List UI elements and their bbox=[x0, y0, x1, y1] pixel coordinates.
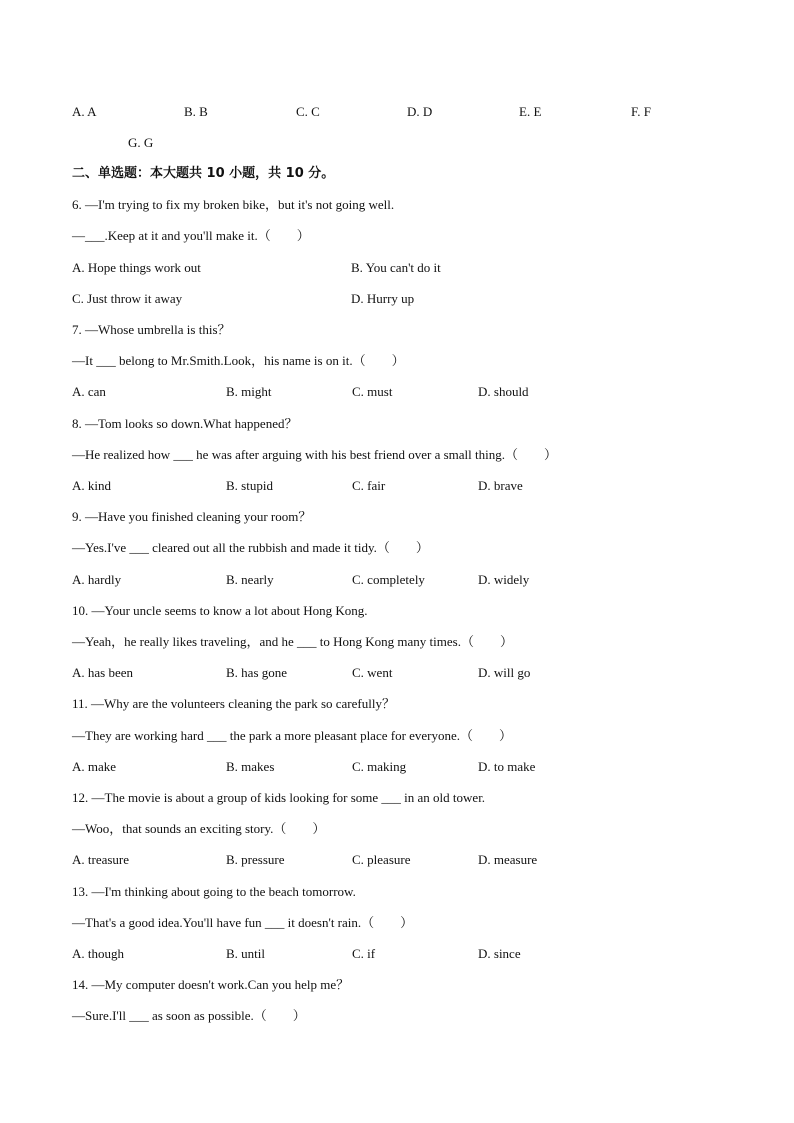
q5-option-e: E. E bbox=[519, 104, 542, 119]
question-9-option-c: C. completely bbox=[352, 572, 425, 587]
question-12-reply: —Woo，that sounds an exciting story.（ ） bbox=[72, 821, 326, 836]
question-9-reply: —Yes.I've ___ cleared out all the rubbish and made it tidy.（ ） bbox=[72, 540, 429, 555]
question-12-option-c: C. pleasure bbox=[352, 852, 411, 867]
question-13-option-d: D. since bbox=[478, 946, 521, 961]
question-7-prompt: 7. —Whose umbrella is this？ bbox=[72, 322, 231, 337]
question-9-prompt: 9. —Have you finished cleaning your room？ bbox=[72, 509, 312, 524]
question-8-option-b: B. stupid bbox=[226, 478, 273, 493]
question-7-option-c: C. must bbox=[352, 384, 393, 399]
question-9-option-b: B. nearly bbox=[226, 572, 274, 587]
question-9-option-d: D. widely bbox=[478, 572, 530, 587]
question-11-option-d: D. to make bbox=[478, 759, 536, 774]
question-10-option-a: A. has been bbox=[72, 665, 134, 680]
q5-option-g: G. G bbox=[128, 135, 154, 150]
question-9-option-a: A. hardly bbox=[72, 572, 122, 587]
q5-option-b: B. B bbox=[184, 104, 208, 119]
question-10-option-c: C. went bbox=[352, 665, 393, 680]
question-13-option-a: A. though bbox=[72, 946, 124, 961]
question-12-option-a: A. treasure bbox=[72, 852, 130, 867]
question-14-reply: —Sure.I'll ___ as soon as possible.（ ） bbox=[72, 1008, 306, 1023]
question-8-reply: —He realized how ___ he was after arguing with his best friend over a small thing.（ ） bbox=[72, 447, 557, 462]
question-7-option-b: B. might bbox=[226, 384, 272, 399]
question-6-option-a: A. Hope things work out bbox=[72, 260, 201, 275]
question-13-prompt: 13. —I'm thinking about going to the beach tomorrow. bbox=[72, 884, 356, 899]
q5-option-d: D. D bbox=[407, 104, 433, 119]
question-14-prompt: 14. —My computer doesn't work.Can you help me？ bbox=[72, 977, 350, 992]
question-12-prompt: 12. —The movie is about a group of kids looking for some ___ in an old tower. bbox=[72, 790, 486, 805]
question-13-option-c: C. if bbox=[352, 946, 376, 961]
q5-option-c: C. C bbox=[296, 104, 320, 119]
question-6-reply: —___.Keep at it and you'll make it.（ ） bbox=[72, 228, 310, 243]
question-11-prompt: 11. —Why are the volunteers cleaning the park so carefully？ bbox=[72, 696, 395, 711]
question-10-reply: —Yeah，he really likes traveling，and he ___ to Hong Kong many times.（ ） bbox=[72, 634, 513, 649]
question-10-option-b: B. has gone bbox=[226, 665, 288, 680]
question-11-option-b: B. makes bbox=[226, 759, 275, 774]
question-6-option-b: B. You can't do it bbox=[351, 260, 441, 275]
question-8-option-d: D. brave bbox=[478, 478, 523, 493]
question-13-option-b: B. until bbox=[226, 946, 266, 961]
q5-option-f: F. F bbox=[631, 104, 651, 119]
question-13-reply: —That's a good idea.You'll have fun ___ it doesn't rain.（ ） bbox=[72, 915, 414, 930]
question-10-option-d: D. will go bbox=[478, 665, 531, 680]
question-11-option-a: A. make bbox=[72, 759, 117, 774]
question-8-option-c: C. fair bbox=[352, 478, 386, 493]
question-12-option-b: B. pressure bbox=[226, 852, 285, 867]
section-heading: 二、单选题：本大题共 10 小题，共 10 分。 bbox=[72, 166, 335, 181]
question-8-option-a: A. kind bbox=[72, 478, 111, 493]
q5-option-a: A. A bbox=[72, 104, 97, 119]
question-7-reply: —It ___ belong to Mr.Smith.Look，his name is on it.（ ） bbox=[72, 353, 405, 368]
question-6-prompt: 6. —I'm trying to fix my broken bike，but it's not going well. bbox=[72, 197, 395, 212]
question-6-option-c: C. Just throw it away bbox=[72, 291, 183, 306]
question-6-option-d: D. Hurry up bbox=[351, 291, 415, 306]
question-7-option-a: A. can bbox=[72, 384, 106, 399]
question-12-option-d: D. measure bbox=[478, 852, 538, 867]
question-8-prompt: 8. —Tom looks so down.What happened？ bbox=[72, 416, 298, 431]
question-11-option-c: C. making bbox=[352, 759, 407, 774]
question-11-reply: —They are working hard ___ the park a more pleasant place for everyone.（ ） bbox=[72, 728, 513, 743]
question-7-option-d: D. should bbox=[478, 384, 529, 399]
question-10-prompt: 10. —Your uncle seems to know a lot about Hong Kong. bbox=[72, 603, 368, 618]
